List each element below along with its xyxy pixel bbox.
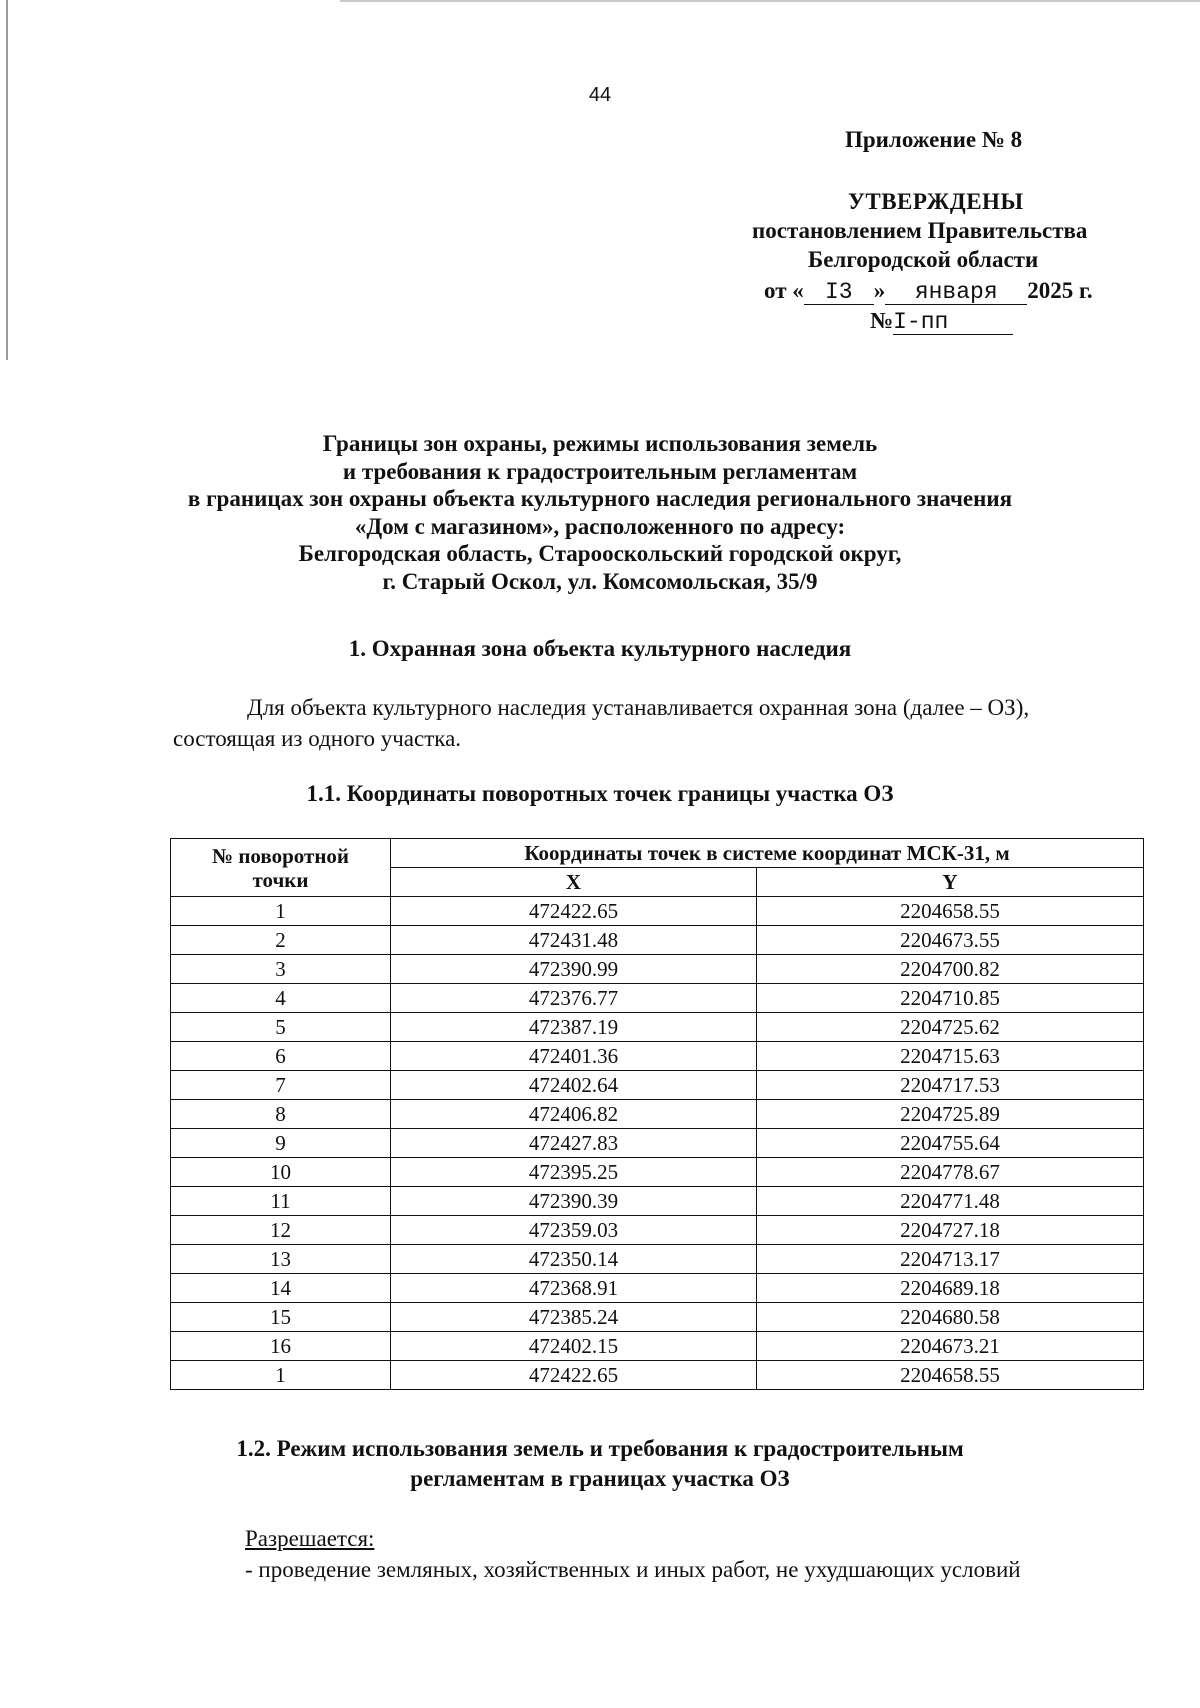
y-coordinate-cell: 2204778.67 (757, 1158, 1144, 1187)
title-line: Границы зон охраны, режимы использования земель (322, 431, 878, 456)
header-point-number (171, 839, 391, 897)
y-coordinate-cell: 2204658.55 (757, 897, 1144, 926)
scan-edge-left (6, 0, 8, 360)
table-row (171, 955, 1144, 984)
x-coordinate-cell: 472422.65 (391, 1361, 757, 1390)
header-point-line: точки (252, 867, 309, 892)
page-number: 44 (588, 84, 612, 106)
section-1-heading: 1. Охранная зона объекта культурного наследия (348, 636, 852, 661)
decree-number-line (870, 306, 1013, 335)
y-coordinate-cell: 2204717.53 (757, 1071, 1144, 1100)
y-coordinate-cell: 2204713.17 (757, 1245, 1144, 1274)
table-row (171, 1303, 1144, 1332)
point-number-cell: 2 (171, 926, 391, 955)
table-row (171, 926, 1144, 955)
x-coordinate-cell: 472431.48 (391, 926, 757, 955)
table-row (171, 1332, 1144, 1361)
x-coordinate-cell: 472350.14 (391, 1245, 757, 1274)
decree-line: постановлением Правительства (752, 218, 1088, 243)
table-row (171, 1013, 1144, 1042)
table-row (171, 1216, 1144, 1245)
point-number-cell: 12 (171, 1216, 391, 1245)
x-coordinate-cell: 472359.03 (391, 1216, 757, 1245)
x-coordinate-cell: 472402.15 (391, 1332, 757, 1361)
point-number-cell: 4 (171, 984, 391, 1013)
title-line: в границах зон охраны объекта культурного наследия регионального значения (187, 486, 1013, 511)
x-coordinate-cell: 472401.36 (391, 1042, 757, 1071)
point-number-cell: 14 (171, 1274, 391, 1303)
date-line (764, 276, 1093, 305)
y-coordinate-cell: 2204658.55 (757, 1361, 1144, 1390)
approved-label: УТВЕРЖДЕНЫ (848, 189, 1024, 214)
table-row (171, 1361, 1144, 1390)
x-coordinate-cell: 472422.65 (391, 897, 757, 926)
table-row (171, 1129, 1144, 1158)
table-row (171, 897, 1144, 926)
x-coordinate-cell: 472385.24 (391, 1303, 757, 1332)
point-number-cell: 9 (171, 1129, 391, 1158)
y-coordinate-cell: 2204725.89 (757, 1100, 1144, 1129)
header-point-line: № поворотной (211, 843, 350, 868)
allowed-item: - проведение земляных, хозяйственных и иных работ, не ухудшающих условий (245, 1557, 1021, 1582)
date-mid: » (873, 278, 886, 303)
header-y: Y (757, 868, 1144, 897)
table-row (171, 1187, 1144, 1216)
title-line: и требования к градостроительным регламентам (342, 458, 858, 484)
point-number-cell: 7 (171, 1071, 391, 1100)
decree-number-handwritten: I-пп (893, 310, 1013, 335)
date-month-handwritten: января (885, 280, 1027, 305)
y-coordinate-cell: 2204710.85 (757, 984, 1144, 1013)
x-coordinate-cell: 472427.83 (391, 1129, 757, 1158)
x-coordinate-cell: 472387.19 (391, 1013, 757, 1042)
table-row (171, 1042, 1144, 1071)
point-number-cell: 16 (171, 1332, 391, 1361)
point-number-cell: 5 (171, 1013, 391, 1042)
y-coordinate-cell: 2204725.62 (757, 1013, 1144, 1042)
region-line: Белгородской области (808, 247, 1039, 272)
point-number-cell: 13 (171, 1245, 391, 1274)
x-coordinate-cell: 472395.25 (391, 1158, 757, 1187)
y-coordinate-cell: 2204700.82 (757, 955, 1144, 984)
x-coordinate-cell: 472376.77 (391, 984, 757, 1013)
heading-line: 1.2. Режим использования земель и требования к градостроительным (236, 1436, 964, 1461)
y-coordinate-cell: 2204755.64 (757, 1129, 1144, 1158)
point-number-cell: 1 (171, 897, 391, 926)
header-coordinates: Координаты точек в системе координат МСК-31, м (391, 839, 1144, 868)
table-row (171, 1158, 1144, 1187)
y-coordinate-cell: 2204673.21 (757, 1332, 1144, 1361)
coordinates-table (170, 838, 1144, 1390)
table-row (171, 984, 1144, 1013)
date-day-handwritten: I3 (804, 280, 874, 305)
point-number-cell: 8 (171, 1100, 391, 1129)
x-coordinate-cell: 472402.64 (391, 1071, 757, 1100)
y-coordinate-cell: 2204680.58 (757, 1303, 1144, 1332)
date-prefix: от « (764, 278, 804, 303)
title-line: г. Старый Оскол, ул. Комсомольская, 35/9 (382, 568, 818, 594)
y-coordinate-cell: 2204771.48 (757, 1187, 1144, 1216)
date-year: 2025 г. (1027, 278, 1093, 303)
document-title (0, 430, 1200, 595)
x-coordinate-cell: 472390.99 (391, 955, 757, 984)
y-coordinate-cell: 2204689.18 (757, 1274, 1144, 1303)
number-prefix: № (870, 308, 894, 333)
x-coordinate-cell: 472368.91 (391, 1274, 757, 1303)
table-row (171, 1071, 1144, 1100)
appendix-label: Приложение № 8 (845, 127, 1023, 152)
coordinates-table-body (171, 897, 1144, 1390)
paragraph-line: состоящая из одного участка. (173, 726, 462, 751)
title-line: «Дом с магазином», расположенного по адресу: (354, 513, 846, 539)
subsection-1-1-heading: 1.1. Координаты поворотных точек границы участка ОЗ (306, 781, 894, 806)
y-coordinate-cell: 2204715.63 (757, 1042, 1144, 1071)
x-coordinate-cell: 472390.39 (391, 1187, 757, 1216)
table-row (171, 1245, 1144, 1274)
table-row (171, 1274, 1144, 1303)
title-line: Белгородская область, Старооскольский городской округ, (298, 541, 902, 566)
paragraph-line: Для объекта культурного наследия устанавливается охранная зона (далее – ОЗ), (247, 695, 1030, 720)
point-number-cell: 10 (171, 1158, 391, 1187)
y-coordinate-cell: 2204673.55 (757, 926, 1144, 955)
table-row (171, 1100, 1144, 1129)
x-coordinate-cell: 472406.82 (391, 1100, 757, 1129)
header-x: X (391, 868, 757, 897)
point-number-cell: 3 (171, 955, 391, 984)
heading-line: регламентам в границах участка ОЗ (410, 1466, 790, 1491)
allowed-label: Разрешается: (245, 1526, 375, 1551)
point-number-cell: 11 (171, 1187, 391, 1216)
scan-edge-top (340, 0, 1200, 2)
point-number-cell: 6 (171, 1042, 391, 1071)
subsection-1-2-heading (0, 1434, 1200, 1494)
point-number-cell: 1 (171, 1361, 391, 1390)
y-coordinate-cell: 2204727.18 (757, 1216, 1144, 1245)
point-number-cell: 15 (171, 1303, 391, 1332)
section-1-paragraph (173, 692, 1153, 754)
